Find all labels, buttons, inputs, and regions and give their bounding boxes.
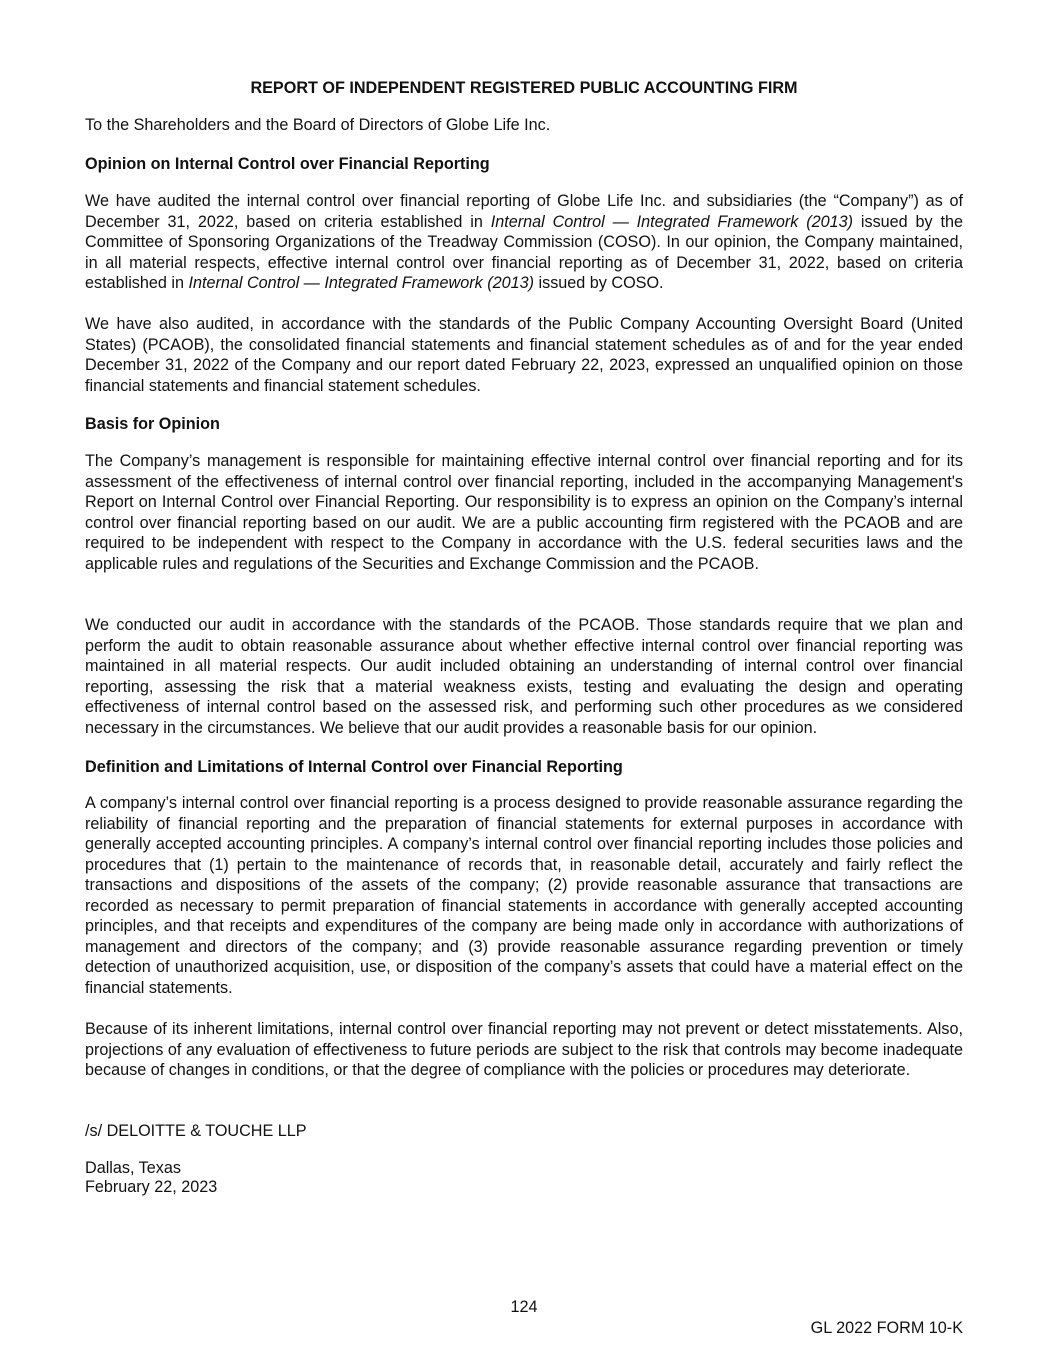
definition-paragraph: A company’s internal control over financial reporting is a process designed to provide reasonable assurance regarding the reliability of financial reporting and the preparation of financial statements for external purposes in accordance with generally accepted accounting principles. A company’s internal control over financial reporting includes those policies and procedures that (1) pertain to the maintenance of records that, in reasonable detail, accurately and fairly reflect the transactions and dispositions of the assets of the company; (2) provide reasonable assurance that transactions are recorded as necessary to permit preparation of financial statements in accordance with generally accepted accounting principles, and that receipts and expenditures of the company are being made only in accordance with authorizations of management and directors of the company; and (3) provide reasonable assurance regarding prevention or timely detection of unauthorized acquisition, use, or disposition of the company’s assets that could have a material effect on the financial statements.	[85, 794, 963, 997]
limitations-paragraph: Because of its inherent limitations, internal control over financial reporting may not prevent or detect misstatements. Also, projections of any evaluation of effectiveness to future periods are subject to the risk that controls may become inadequate because of changes in conditions, or that the degree of compliance with the policies or procedures may deteriorate.	[85, 1020, 963, 1079]
definition-heading: Definition and Limitations of Internal Control over Financial Reporting	[85, 758, 623, 776]
text: issued by COSO.	[534, 274, 664, 292]
also-audited-paragraph: We have also audited, in accordance with the standards of the Public Company Accounting Oversight Board (United States) (PCAOB), the consolidated financial statements and financial statement schedules as of and for the year ended December 31, 2022 of the Company and our report dated February 22, 2023, expressed an unqualified opinion on those financial statements and financial statement schedules.	[85, 315, 963, 395]
management-paragraph: The Company’s management is responsible for maintaining effective internal control over financial reporting and for its assessment of the effectiveness of internal control over financial reporting, included in the accompanying Management's Report on Internal Control over Financial Reporting. Our responsibility is to express an opinion on the Company’s internal control over financial reporting based on our audit. We are a public accounting firm registered with the PCAOB and are required to be independent with respect to the Company in accordance with the U.S. federal securities laws and the applicable rules and regulations of the Securities and Exchange Commission and the PCAOB.	[85, 452, 963, 573]
report-date: February 22, 2023	[85, 1178, 218, 1196]
footer-form-label: GL 2022 FORM 10-K	[810, 1319, 963, 1337]
text: issued by the Committee of Sponsoring Organizations of the Treadway Commission (COSO). In our opinion, the Company maintained, in all material respects, effective internal control over financial reporting as of December 31, 2022, based on criteria established in	[85, 212, 963, 292]
report-title: REPORT OF INDEPENDENT REGISTERED PUBLIC ACCOUNTING FIRM	[250, 79, 798, 97]
page-number: 124	[510, 1298, 538, 1316]
opinion-heading: Opinion on Internal Control over Financial Reporting	[85, 155, 490, 173]
signature: /s/ DELOITTE & TOUCHE LLP	[85, 1122, 307, 1140]
opinion-paragraph	[85, 191, 963, 294]
audit-conduct-paragraph: We conducted our audit in accordance with the standards of the PCAOB. Those standards require that we plan and perform the audit to obtain reasonable assurance about whether effective internal control over financial reporting was maintained in all material respects. Our audit included obtaining an understanding of internal control over financial reporting, assessing the risk that a material weakness exists, testing and evaluating the design and operating effectiveness of internal control based on the assessed risk, and performing such other procedures as we considered necessary in the circumstances. We believe that our audit provides a reasonable basis for our opinion.	[85, 616, 963, 737]
framework-title: Internal Control — Integrated Framework (2013)	[188, 274, 534, 292]
salutation: To the Shareholders and the Board of Directors of Globe Life Inc.	[85, 116, 551, 134]
framework-title: Internal Control — Integrated Framework (2013)	[490, 212, 854, 231]
location: Dallas, Texas	[85, 1159, 181, 1177]
text: We have audited the internal control over financial reporting of Globe Life Inc. and subsidiaries (the “Company”) as of December 31, 2022, based on criteria established in	[85, 192, 963, 231]
basis-heading: Basis for Opinion	[85, 415, 220, 433]
